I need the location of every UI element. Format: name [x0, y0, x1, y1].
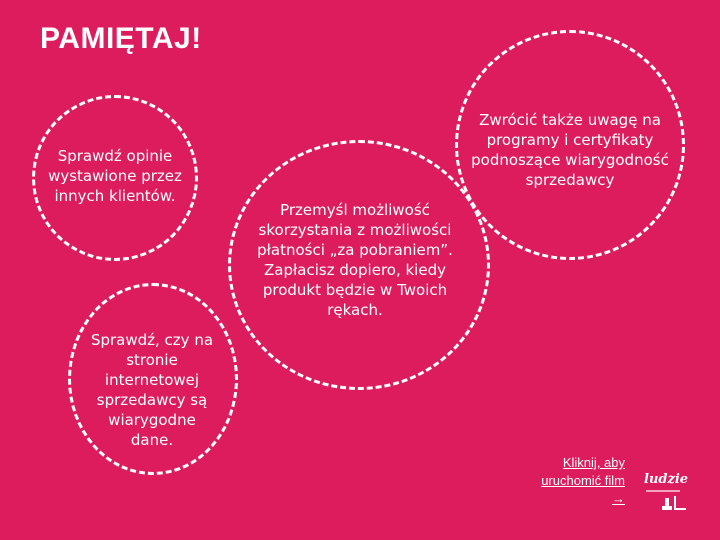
tip-text-reviews: Sprawdź opinie wystawione przez innych klientów.: [48, 147, 182, 205]
tip-text-certificates: Zwrócić także uwagę na programy i certyfikaty podnoszące wiarygodność sprzedawcy: [471, 111, 669, 189]
tip-text-payment: Przemyśl możliwość skorzystania z możliwości płatności „za pobraniem”. Zapłacisz dopiero, kiedy produkt będzie w Twoich rękach.: [257, 201, 453, 319]
play-film-link[interactable]: Kliknij, aby uruchomić film →: [541, 455, 625, 506]
logo-text: ludzie: [644, 472, 689, 487]
tip-text-seller-data: Sprawdź, czy na stronie internetowej sprzedawcy są wiarygodne dane.: [90, 331, 214, 449]
page-title: PAMIĘTAJ!: [40, 22, 202, 55]
ludzie-logo-icon: [642, 470, 702, 514]
ludzie-logo: [642, 470, 702, 514]
